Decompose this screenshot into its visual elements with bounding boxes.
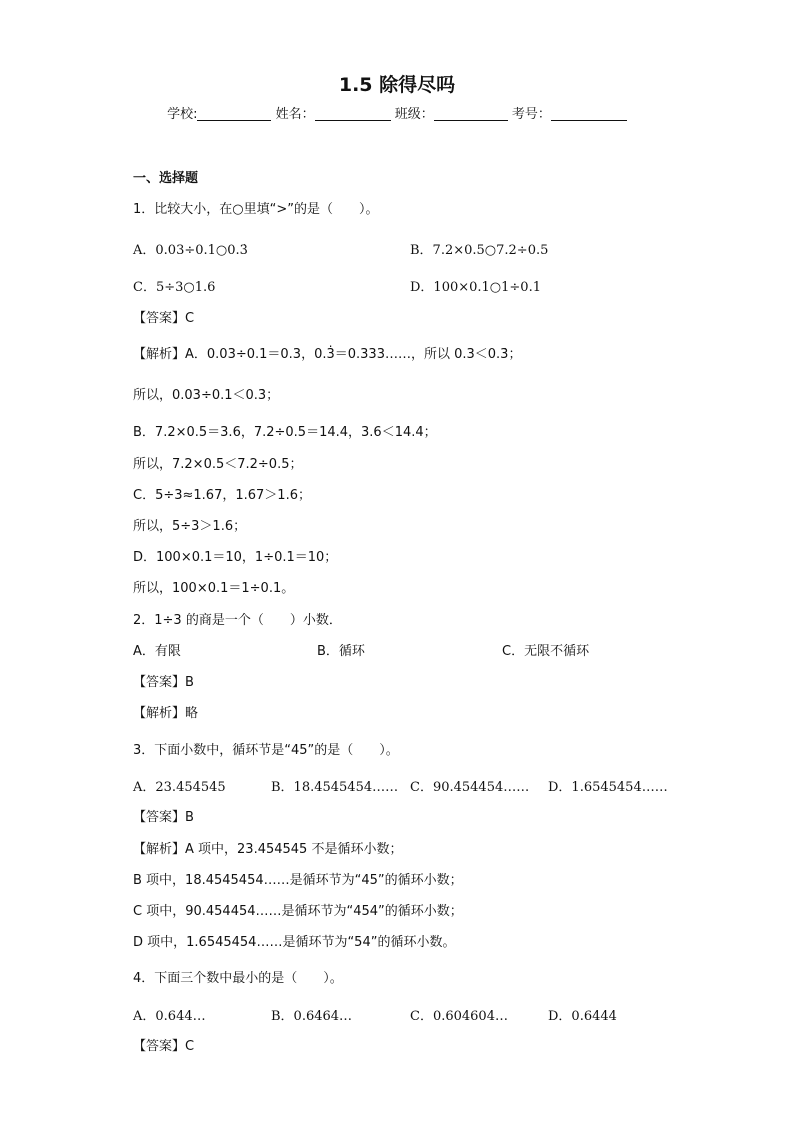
question-1-analysis-line: D．100×0.1＝10，1÷0.1＝10； <box>133 550 338 565</box>
question-1-analysis-line: C．5÷3≈1.67，1.67＞1.6； <box>133 488 311 503</box>
question-4-option-b: B．0.6464… <box>271 1009 353 1024</box>
question-4-answer: 【答案】C <box>133 1039 195 1054</box>
question-4-stem: 4．下面三个数中最小的是（ ）。 <box>133 971 343 986</box>
name-blank <box>315 106 391 121</box>
school-blank <box>197 106 271 121</box>
name-label: 姓名： <box>275 107 315 122</box>
question-1-option-a: A．0.03÷0.1○0.3̇ <box>133 243 248 258</box>
question-2-option-a: A．有限 <box>133 644 181 659</box>
question-1-analysis-line: 所以，0.03÷0.1＜0.3̇； <box>133 388 280 403</box>
question-2-analysis: 【解析】略 <box>133 706 199 721</box>
question-3-analysis-line: C 项中，90.454454……是循环节为“454”的循环小数； <box>133 904 463 919</box>
school-label: 学校: <box>167 107 198 122</box>
section-heading: 一、选择题 <box>133 171 199 186</box>
question-3-analysis-line: 【解析】A 项中，23.454545 不是循环小数； <box>133 842 403 857</box>
question-3-option-a: A．23.454545 <box>133 780 226 795</box>
student-info-line <box>0 103 794 122</box>
question-1-analysis-line: 所以，100×0.1＝1÷0.1。 <box>133 581 295 596</box>
question-3-option-b: B．18.4545454…… <box>271 780 399 795</box>
question-1-analysis-line: 【解析】A．0.03÷0.1＝0.3，0.3̇＝0.333……，所以 0.3＜0.3̇； <box>133 347 522 362</box>
exam-number-blank <box>551 106 627 121</box>
question-4-option-c: C．0.604604… <box>410 1009 508 1024</box>
question-1-option-d: D．100×0.1○1÷0.1 <box>410 280 541 295</box>
page-title: 1.5 除得尽吗 <box>338 74 456 96</box>
question-2-option-b: B．循环 <box>317 644 365 659</box>
question-4-option-d: D．0.6444 <box>548 1009 617 1024</box>
question-3-stem: 3．下面小数中，循环节是“45”的是（ ）。 <box>133 743 399 758</box>
question-3-analysis-line: D 项中，1.6545454……是循环节为“54”的循环小数。 <box>133 935 456 950</box>
question-4-option-a: A．0.644… <box>133 1009 206 1024</box>
class-label: 班级： <box>394 107 434 122</box>
question-3-answer: 【答案】B <box>133 810 194 825</box>
question-1-answer: 【答案】C <box>133 311 195 326</box>
exam-number-label: 考号： <box>511 107 551 122</box>
question-2-answer: 【答案】B <box>133 675 194 690</box>
question-2-stem: 2．1÷3 的商是一个（ ）小数． <box>133 613 342 628</box>
question-1-stem: 1．比较大小，在○里填“>”的是（ ）。 <box>133 202 379 217</box>
question-3-analysis-line: B 项中，18.4545454……是循环节为“45”的循环小数； <box>133 873 463 888</box>
class-blank <box>434 106 508 121</box>
question-2-option-c: C．无限不循环 <box>502 644 590 659</box>
question-1-option-c: C．5÷3○1.6 <box>133 280 216 295</box>
question-1-option-b: B．7.2×0.5○7.2÷0.5 <box>410 243 549 258</box>
question-3-option-d: D．1.6545454…… <box>548 780 668 795</box>
question-1-analysis-line: 所以，7.2×0.5＜7.2÷0.5； <box>133 457 303 472</box>
question-1-analysis-line: 所以，5÷3＞1.6； <box>133 519 247 534</box>
question-1-analysis-line: B．7.2×0.5＝3.6，7.2÷0.5＝14.4，3.6＜14.4； <box>133 425 437 440</box>
question-3-option-c: C．90.454454…… <box>410 780 530 795</box>
